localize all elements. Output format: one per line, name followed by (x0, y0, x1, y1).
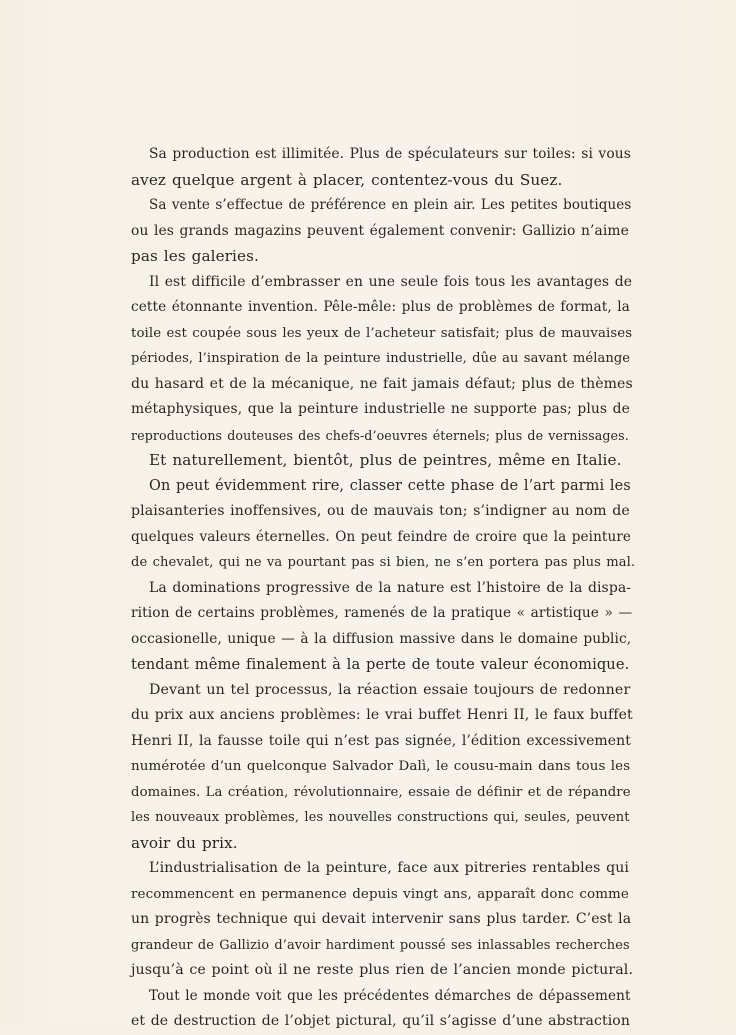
text-line: un progrès technique qui devait intervenir sans plus tarder. C’est la (131, 911, 632, 927)
text-line: toile est coupée sous les yeux de l’acheteur satisfait; plus de mauvaises (131, 325, 633, 341)
text-line: Sa production est illimitée. Plus de spéculateurs sur toiles: si vous (149, 146, 631, 162)
text-line: avez quelque argent à placer, contentez-vous du Suez. (131, 170, 563, 189)
text-line: tendant même finalement à la perte de toute valeur économique. (131, 656, 630, 673)
text-line: plaisanteries inoffensives, ou de mauvais ton; s’indigner au nom de (131, 503, 630, 519)
paragraph (131, 984, 631, 1035)
paragraph (131, 448, 623, 474)
text-line: et de destruction de l’objet pictural, qu’il s’agisse d’une abstraction (131, 1013, 630, 1029)
text-line: occasionelle, unique — à la diffusion massive dans le domaine public, (131, 630, 632, 647)
text-line: avoir du prix. (131, 833, 238, 852)
text-line: Henri II, la fausse toile qui n’est pas signée, l’édition excessivement (131, 732, 631, 749)
text-line: cette étonnante invention. Pêle-mêle: plus de problèmes de format, la (131, 299, 630, 315)
text-line: numérotée d’un quelconque Salvador Dalì, le cousu-main dans tous les (131, 759, 631, 774)
text-line: Il est difficile d’embrasser en une seule fois tous les avantages de (149, 273, 633, 290)
text-line: les nouveaux problèmes, les nouvelles constructions qui, seules, peuvent (131, 810, 630, 825)
text-line: La dominations progressive de la nature est l’histoire de la dispa- (149, 579, 632, 596)
text-line: quelques valeurs éternelles. On peut feindre de croire que la peinture (131, 528, 632, 545)
text-line: ou les grands magazins peuvent également convenir: Gallizio n’aime (131, 222, 629, 239)
text-line: recommencent en permanence depuis vingt ans, apparaît donc comme (131, 886, 629, 902)
paragraph (131, 193, 632, 270)
paragraph (131, 678, 633, 857)
text-line: Tout le monde voit que les précédentes démarches de dépassement (149, 987, 631, 1004)
text-line: du hasard et de la mécanique, ne fait jamais défaut; plus de thèmes (131, 375, 633, 392)
paragraph (131, 474, 636, 576)
text-line: grandeur de Gallizio d’avoir hardiment poussé ses inlassables recherches (131, 937, 630, 953)
paragraph (131, 856, 634, 984)
text-line: métaphysiques, que la peinture industrielle ne supporte pas; plus de (131, 401, 630, 417)
text-line: L’industrialisation de la peinture, face aux pitreries rentables qui (149, 860, 630, 876)
text-line: rition de certains problèmes, ramenés de la pratique « artistique » — (131, 605, 633, 621)
paragraph (131, 142, 631, 193)
text-line: reproductions douteuses des chefs-d’oeuvres éternels; plus de vernissages. (131, 427, 629, 443)
text-line: domaines. La création, révolutionnaire, essaie de définir et de répandre (131, 784, 631, 800)
body-text (131, 142, 636, 1035)
text-line: périodes, l’inspiration de la peinture industrielle, dûe au savant mélange (131, 351, 631, 366)
text-line: On peut évidemment rire, classer cette phase de l’art parmi les (149, 477, 631, 494)
text-line: jusqu’à ce point où il ne reste plus rien de l’ancien monde pictural. (131, 962, 634, 978)
text-line: Et naturellement, bientôt, plus de peintres, même en Italie. (149, 451, 622, 469)
text-line: Sa vente s’effectue de préférence en plein air. Les petites boutiques (149, 197, 632, 213)
paragraph (131, 270, 633, 449)
text-line: de chevalet, qui ne va pourtant pas si bien, ne s’en portera pas plus mal. (131, 555, 636, 570)
text-line: pas les galeries. (131, 247, 259, 265)
paragraph (131, 576, 633, 678)
text-line: Devant un tel processus, la réaction essaie toujours de redonner (149, 681, 631, 698)
text-line: du prix aux anciens problèmes: le vrai buffet Henri II, le faux buffet (131, 707, 633, 723)
